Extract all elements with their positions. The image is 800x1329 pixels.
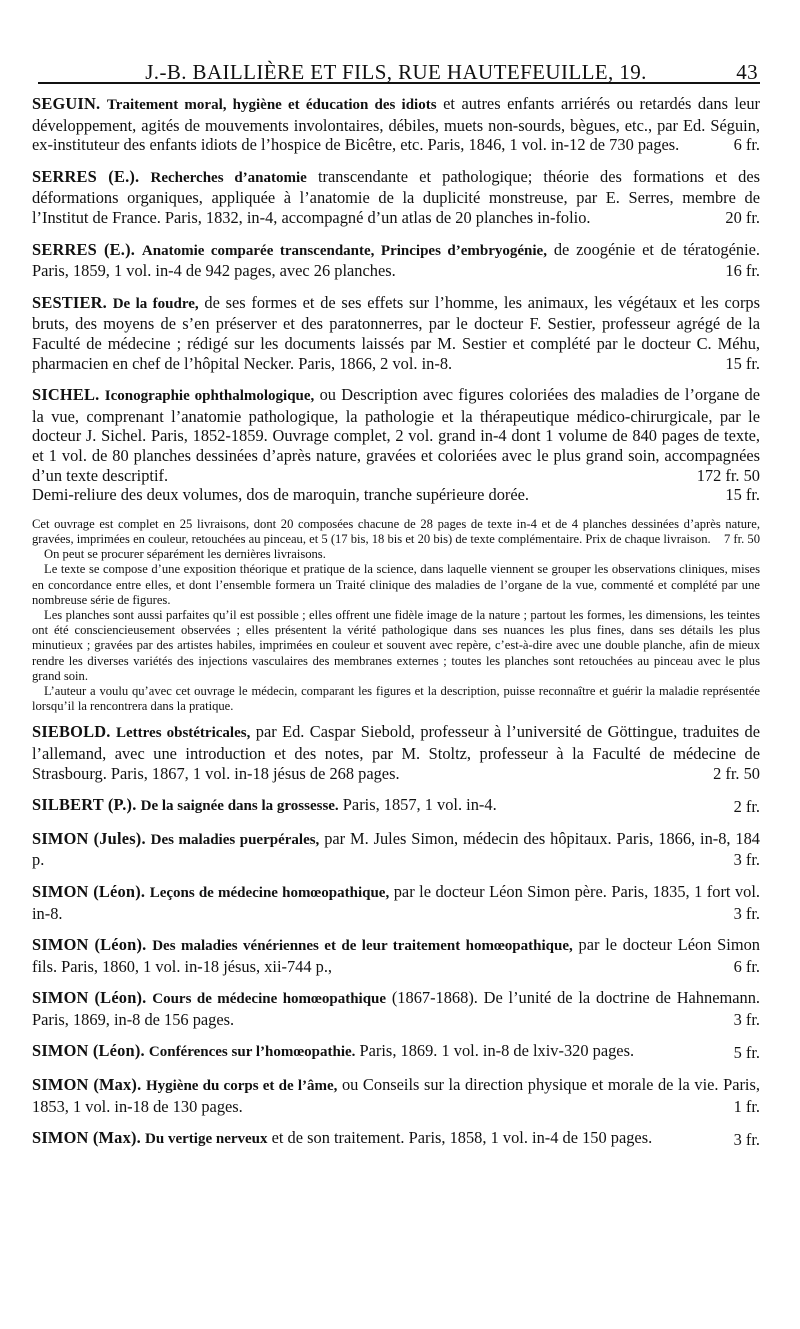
note-paragraph: Cet ouvrage est complet en 25 livraisons, dont 20 composées chacune de 28 pages de texte in-4 et de 4 planches dessinées d’après nature, gravées, imprimées en couleur, retouchées au pinceau, et 5 (17 bis, 18 bis et 20 bis) de texte complémentaire. Prix de chaque livraison.: [32, 516, 760, 546]
entry-text: de zoogénie et de tératogénie. Paris, 1859, 1 vol. in-4 de 942 pages, avec 26 planches.: [32, 239, 760, 281]
entry-body: [32, 1041, 634, 1060]
catalogue-entry: [32, 1075, 760, 1116]
entry-price-value: 6 fr.: [726, 135, 760, 154]
note-paragraph: Le texte se compose d’une exposition théorique et pratique de la science, dans laquelle viennent se grouper les observations cliniques, mises en concordance entre elles, et dont l’ensemble formera un Traité clinique des maladies de l’organe de la vue, commenté et complété par une nombreuse série de figures.: [32, 562, 760, 607]
entry-text: de ses formes et de ses effets sur l’homme, les animaux, les végétaux et les corps bruts, des moyens de s’en préserver et des paratonnerres, par le docteur F. Sestier, professeur agrégé de la Faculté de médecine ; rédigé sur les documents laissés par M. Sestier et complété par le docteur C. Méhu, pharmacien en chef de l’hôpital Necker. Paris, 1866, 2 vol. in-8.: [32, 292, 760, 373]
entry-price-value: 2 fr.: [726, 797, 760, 816]
entry-price-value: 3 fr.: [726, 904, 760, 923]
entry-title: De la foudre,: [112, 295, 199, 312]
entry-body: [32, 385, 760, 484]
catalogue-entry: [32, 385, 760, 505]
catalogue-entry: [32, 882, 760, 923]
entry-text: transcendante et pathologique; théorie des formations et des déformations organiques, appliquée à l’anatomie de la duplicité monstreuse, par E. Serres, membre de l’Institut de France. Paris, 1832, in-4, accompagné d’un atlas de 20 planches in-folio.: [32, 166, 760, 227]
entry-body: [32, 829, 760, 870]
entry-body: [32, 882, 760, 923]
page-number: 43: [736, 60, 758, 84]
catalogue-entry: [32, 795, 760, 817]
entry-notes: [32, 517, 760, 715]
entry-author: SIMON (Max).: [32, 1075, 142, 1095]
entry-body: [32, 293, 760, 373]
entry-price-value: 172 fr. 50: [689, 466, 760, 485]
catalogue-entry: [32, 293, 760, 373]
entry-price-value: 16 fr.: [717, 261, 760, 280]
entry-title: Des maladies vénériennes et de leur traitement homœopathique,: [152, 938, 573, 955]
entry-author: SIMON (Léon).: [32, 988, 147, 1008]
entry-price-value: 15 fr.: [717, 354, 760, 373]
entry-author: SERRES (E.).: [32, 239, 136, 259]
running-head-title: J.-B. BAILLIÈRE ET FILS, RUE HAUTEFEUILLE, 19.: [145, 60, 647, 84]
entry-author: SIMON (Léon).: [32, 1041, 145, 1061]
entry-price-value: 5 fr.: [726, 1043, 760, 1062]
note-paragraph: L’auteur a voulu qu’avec cet ouvrage le médecin, comparant les figures et la description, puisse reconnaître et guérir la maladie représentée lorsqu’il la rencontrera dans la pratique.: [32, 683, 760, 714]
catalogue-entry: [32, 1128, 760, 1150]
entry-body: [32, 1128, 652, 1147]
entry-text: par M. Jules Simon, médecin des hôpitaux. Paris, 1866, in-8, 184 p.: [32, 828, 760, 870]
entry-body: [32, 167, 760, 227]
entry-price-value: 20 fr.: [717, 208, 760, 227]
entry-title: Hygiène du corps et de l’âme,: [145, 1078, 338, 1095]
entry-text: Paris, 1857, 1 vol. in-4.: [342, 795, 497, 815]
entry-title: Des maladies puerpérales,: [150, 831, 320, 848]
entry-title: Traitement moral, hygiène et éducation des idiots: [106, 97, 437, 113]
entry-author: SERRES (E.).: [32, 166, 140, 186]
note-price-value: 7 fr. 50: [718, 532, 760, 546]
entry-extra-text: Demi-reliure des deux volumes, dos de maroquin, tranche supérieure dorée.: [32, 485, 530, 505]
entry-title: Lettres obstétricales,: [116, 725, 251, 742]
entry-text: par Ed. Caspar Siebold, professeur à l’université de Göttingue, traduites de l’allemand, avec une introduction et des notes, par M. Stoltz, professeur à la Faculté de médecine de Strasbourg. Paris, 1867, 1 vol. in-18 jésus de 268 pages.: [32, 722, 760, 783]
catalogue-entry: [32, 1041, 760, 1063]
entry-text: ou Description avec figures coloriées des maladies de l’organe de la vue, comprenant l’anatomie pathologique, la pathologie et la thérapeutique médico-chirurgicale, par le docteur J. Sichel. Paris, 1852-1859. Ouvrage complet, 2 vol. grand in-4 dont 1 volume de 840 pages de texte, et 1 vol. de 80 planches dessinées d’après nature, gravées et coloriées avec le plus grand soin, accompagnées d’un texte descriptif.: [32, 385, 760, 485]
entry-price-value: 3 fr.: [726, 850, 760, 869]
entry-text: par le docteur Léon Simon père. Paris, 1835, 1 fort vol. in-8.: [32, 881, 760, 923]
entry-author: SESTIER.: [32, 292, 107, 312]
entry-body: [32, 1075, 760, 1116]
entry-text: ou Conseils sur la direction physique et morale de la vie. Paris, 1853, 1 vol. in-18 de 130 pages.: [32, 1075, 760, 1116]
note-paragraph: Les planches sont aussi parfaites qu’il est possible ; elles offrent une fidèle image de la nature ; partout les formes, les dimensions, les teintes ont été consciencieusement observées ; elles présentent la vérité pathologique dans ses nuances les plus fines, dans ses détails les plus minutieux ; gravées par des artistes habiles, imprimées en couleur et souvent avec repère, c’est-à-dire avec une double planche, afin de mieux rendre les diverses variétés des injections vasculaires des membranes externes ; toutes les planches sont retouchées au pinceau avec le plus grand soin.: [32, 607, 760, 683]
catalogue-entry: [32, 935, 760, 976]
entry-body: [32, 795, 497, 814]
entry-extra: [32, 485, 760, 505]
entry-author: SILBERT (P.).: [32, 795, 137, 815]
entry-title: Leçons de médecine homœopathique,: [149, 884, 390, 901]
entry-author: SIMON (Max).: [32, 1128, 141, 1148]
entry-price-value: 6 fr.: [726, 957, 760, 976]
entry-title: Du vertige nerveux: [145, 1131, 268, 1148]
entry-author: SIEBOLD.: [32, 722, 111, 742]
entry-price-value: 1 fr.: [726, 1097, 760, 1116]
entry-title: Recherches d’anatomie: [150, 169, 307, 186]
entry-price-value: 3 fr.: [726, 1010, 760, 1029]
entry-title: Iconographie ophthalmologique,: [104, 388, 315, 405]
entry-title: Anatomie comparée transcendante, Principes d’embryogénie,: [141, 242, 547, 259]
catalogue-entry: [32, 94, 760, 155]
catalogue-entry: [32, 829, 760, 870]
entry-price-value: 2 fr. 50: [705, 764, 760, 783]
entry-author: SEGUIN.: [32, 94, 101, 113]
catalogue-entry: [32, 240, 760, 281]
entry-text: par le docteur Léon Simon fils. Paris, 1860, 1 vol. in-18 jésus, xii-744 p.,: [32, 935, 760, 976]
entry-body: [32, 722, 760, 782]
entry-author: SIMON (Léon).: [32, 935, 147, 955]
entry-extra-price-value: 15 fr.: [717, 485, 760, 504]
entry-body: [32, 935, 760, 976]
entry-author: SICHEL.: [32, 385, 100, 405]
note-paragraph: On peut se procurer séparément les dernières livraisons.: [44, 547, 326, 562]
entry-list: [32, 94, 760, 1150]
catalogue-entry: [32, 988, 760, 1029]
entry-title: De la saignée dans la grossesse.: [140, 798, 339, 815]
catalogue-entry: [32, 167, 760, 228]
running-head: [32, 40, 760, 84]
entry-body: [32, 94, 760, 154]
entry-author: SIMON (Jules).: [32, 828, 146, 848]
entry-price: [32, 904, 760, 924]
entry-body: [32, 240, 760, 281]
entry-body: [32, 988, 760, 1029]
entry-title: Cours de médecine homœopathique: [152, 991, 387, 1008]
catalogue-entry: [32, 722, 760, 783]
entry-text: Paris, 1869. 1 vol. in-8 de lxiv-320 pages.: [359, 1041, 635, 1061]
entry-title: Conférences sur l’homœopathie.: [148, 1044, 356, 1061]
entry-author: SIMON (Léon).: [32, 881, 146, 901]
entry-price-value: 3 fr.: [726, 1130, 760, 1149]
entry-text: et de son traitement. Paris, 1858, 1 vol. in-4 de 150 pages.: [271, 1128, 653, 1148]
entry-price: [32, 850, 760, 870]
entry-text: (1867-1868). De l’unité de la doctrine de Hahnemann. Paris, 1869, in-8 de 156 pages.: [32, 988, 760, 1029]
entry-text: et autres enfants arriérés ou retardés dans leur développement, agités de mouvements involontaires, débiles, muets non-sourds, bègues, etc., par Ed. Séguin, ex-instituteur des enfants idiots de l’hospice de Bicêtre, etc. Paris, 1846, 1 vol. in-12 de 730 pages.: [32, 94, 760, 155]
